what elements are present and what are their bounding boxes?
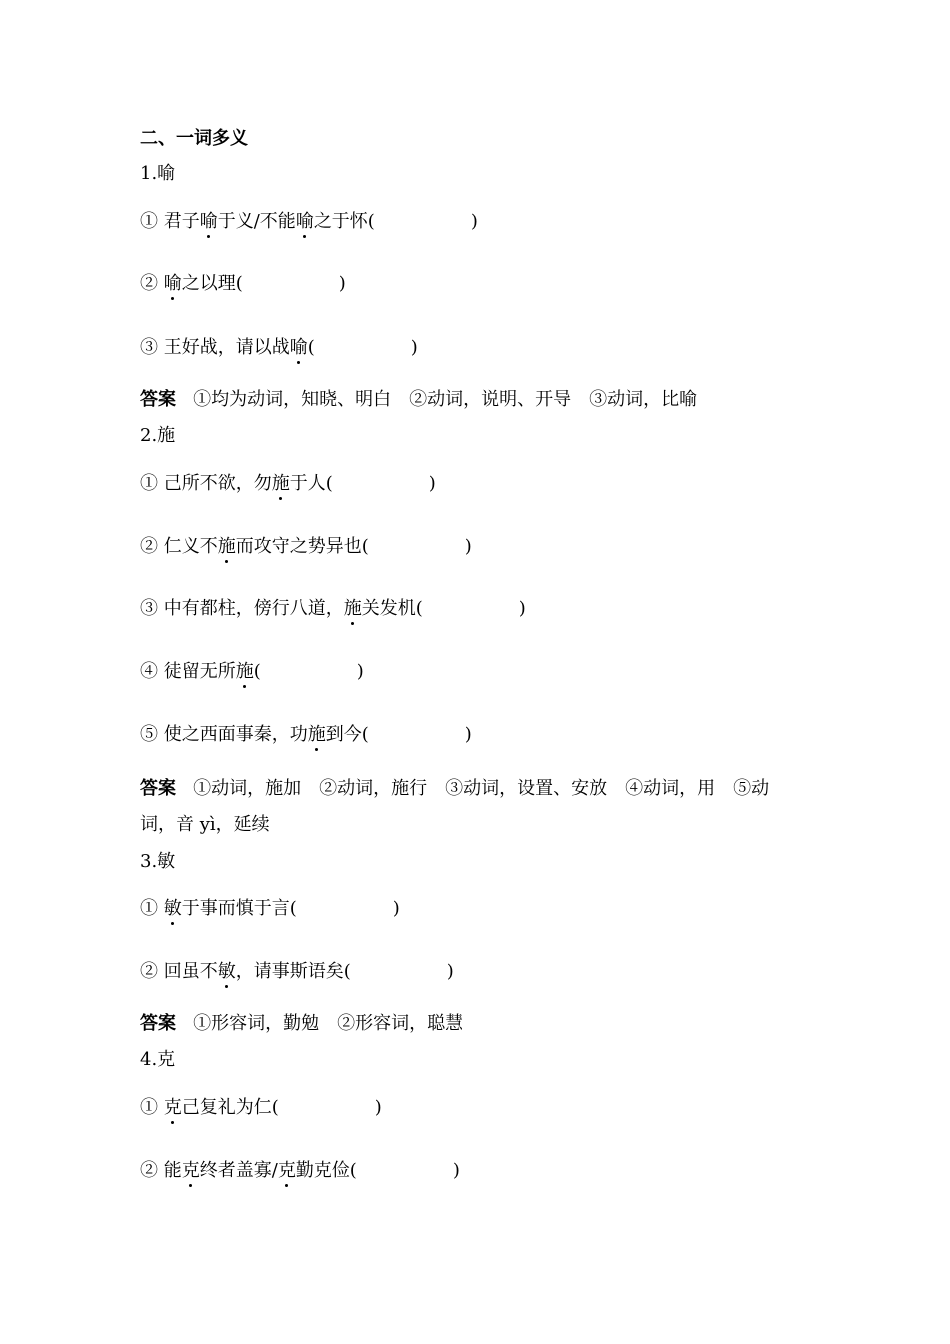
sentence-text: ，请事斯语矣( — [235, 961, 351, 982]
sentence-text: 勤克俭( — [295, 1160, 357, 1181]
section-heading: 二、一词多义 — [140, 128, 248, 149]
close-paren: ) — [392, 898, 400, 919]
close-paren: ) — [464, 536, 472, 557]
item-number: ⑤ — [140, 724, 158, 745]
item-number: ② — [140, 273, 158, 294]
close-paren: ) — [464, 724, 472, 745]
sentence-text: 关发机( — [361, 598, 423, 619]
item-number: ① — [140, 898, 158, 919]
answer-text: ①均为动词，知晓、明白 ②动词，说明、开导 ③动词，比喻 — [193, 389, 698, 410]
dotted-character: 施 — [217, 536, 236, 557]
close-paren: ) — [410, 337, 418, 358]
item-number: ② — [140, 536, 158, 557]
dotted-character: 施 — [343, 598, 362, 619]
dotted-character: 喻 — [163, 273, 182, 294]
sentence-text: 之以理( — [181, 273, 243, 294]
answer-shi — [140, 777, 769, 801]
answer-label: 答案 — [140, 389, 176, 410]
answer-shi-continued: 词，音 yì，延续 — [140, 814, 270, 835]
answer-label: 答案 — [140, 778, 176, 799]
item-number: ② — [140, 961, 158, 982]
close-paren: ) — [374, 1097, 382, 1118]
sentence-text: 到今( — [325, 724, 369, 745]
sentence-text: ( — [307, 337, 315, 358]
item-number: ② — [140, 1160, 158, 1181]
example-yu-3 — [140, 336, 418, 360]
sentence-text: 己复礼为仁( — [181, 1097, 279, 1118]
dotted-character: 喻 — [295, 211, 314, 232]
close-paren: ) — [356, 661, 364, 682]
item-number: ④ — [140, 661, 158, 682]
dotted-character: 喻 — [199, 211, 218, 232]
dotted-character: 克 — [181, 1160, 200, 1181]
example-ke-1 — [140, 1096, 382, 1120]
close-paren: ) — [452, 1160, 460, 1181]
dotted-character: 克 — [163, 1097, 182, 1118]
close-paren: ) — [446, 961, 454, 982]
term-title-shi: 2.施 — [140, 425, 176, 446]
close-paren: ) — [428, 473, 436, 494]
example-shi-2 — [140, 535, 472, 559]
sentence-text: 于人( — [289, 473, 333, 494]
item-number: ③ — [140, 598, 158, 619]
sentence-text: 之于怀( — [313, 211, 375, 232]
sentence-text: 己所不欲，勿 — [163, 473, 272, 494]
dotted-character: 施 — [235, 661, 254, 682]
item-number: ③ — [140, 337, 158, 358]
item-number: ① — [140, 473, 158, 494]
sentence-text: 回虽不 — [163, 961, 218, 982]
sentence-text: 王好战，请以战 — [163, 337, 290, 358]
sentence-text: 仁义不 — [163, 536, 218, 557]
sentence-text: 能 — [163, 1160, 182, 1181]
example-shi-3 — [140, 597, 526, 621]
dotted-character: 敏 — [217, 961, 236, 982]
answer-text: ①动词，施加 ②动词，施行 ③动词，设置、安放 ④动词，用 ⑤动 — [193, 778, 770, 799]
example-yu-1 — [140, 210, 478, 234]
sentence-text: 于义/不能 — [217, 211, 296, 232]
sentence-text: 中有都柱，傍行八道， — [163, 598, 344, 619]
example-shi-5 — [140, 723, 472, 747]
sentence-text: 于事而慎于言( — [181, 898, 297, 919]
sentence-text: 使之西面事秦，功 — [163, 724, 308, 745]
example-shi-1 — [140, 472, 436, 496]
term-title-min: 3.敏 — [140, 851, 176, 872]
dotted-character: 克 — [277, 1160, 296, 1181]
example-yu-2 — [140, 272, 346, 296]
dotted-character: 施 — [271, 473, 290, 494]
sentence-text: 君子 — [163, 211, 200, 232]
answer-yu — [140, 388, 697, 412]
term-title-ke: 4.克 — [140, 1049, 176, 1070]
dotted-character: 敏 — [163, 898, 182, 919]
example-min-1 — [140, 897, 400, 921]
sentence-text: 而攻守之势异也( — [235, 536, 369, 557]
answer-text: ①形容词，勤勉 ②形容词，聪慧 — [193, 1013, 464, 1034]
sentence-text: 终者盖寡/ — [199, 1160, 278, 1181]
close-paren: ) — [470, 211, 478, 232]
example-min-2 — [140, 960, 454, 984]
close-paren: ) — [518, 598, 526, 619]
example-shi-4 — [140, 660, 364, 684]
answer-min — [140, 1012, 463, 1036]
sentence-text: 徒留无所 — [163, 661, 236, 682]
close-paren: ) — [338, 273, 346, 294]
dotted-character: 施 — [307, 724, 326, 745]
sentence-text: ( — [253, 661, 261, 682]
item-number: ① — [140, 1097, 158, 1118]
answer-label: 答案 — [140, 1013, 176, 1034]
term-title-yu: 1.喻 — [140, 163, 176, 184]
example-ke-2 — [140, 1159, 460, 1183]
dotted-character: 喻 — [289, 337, 308, 358]
item-number: ① — [140, 211, 158, 232]
